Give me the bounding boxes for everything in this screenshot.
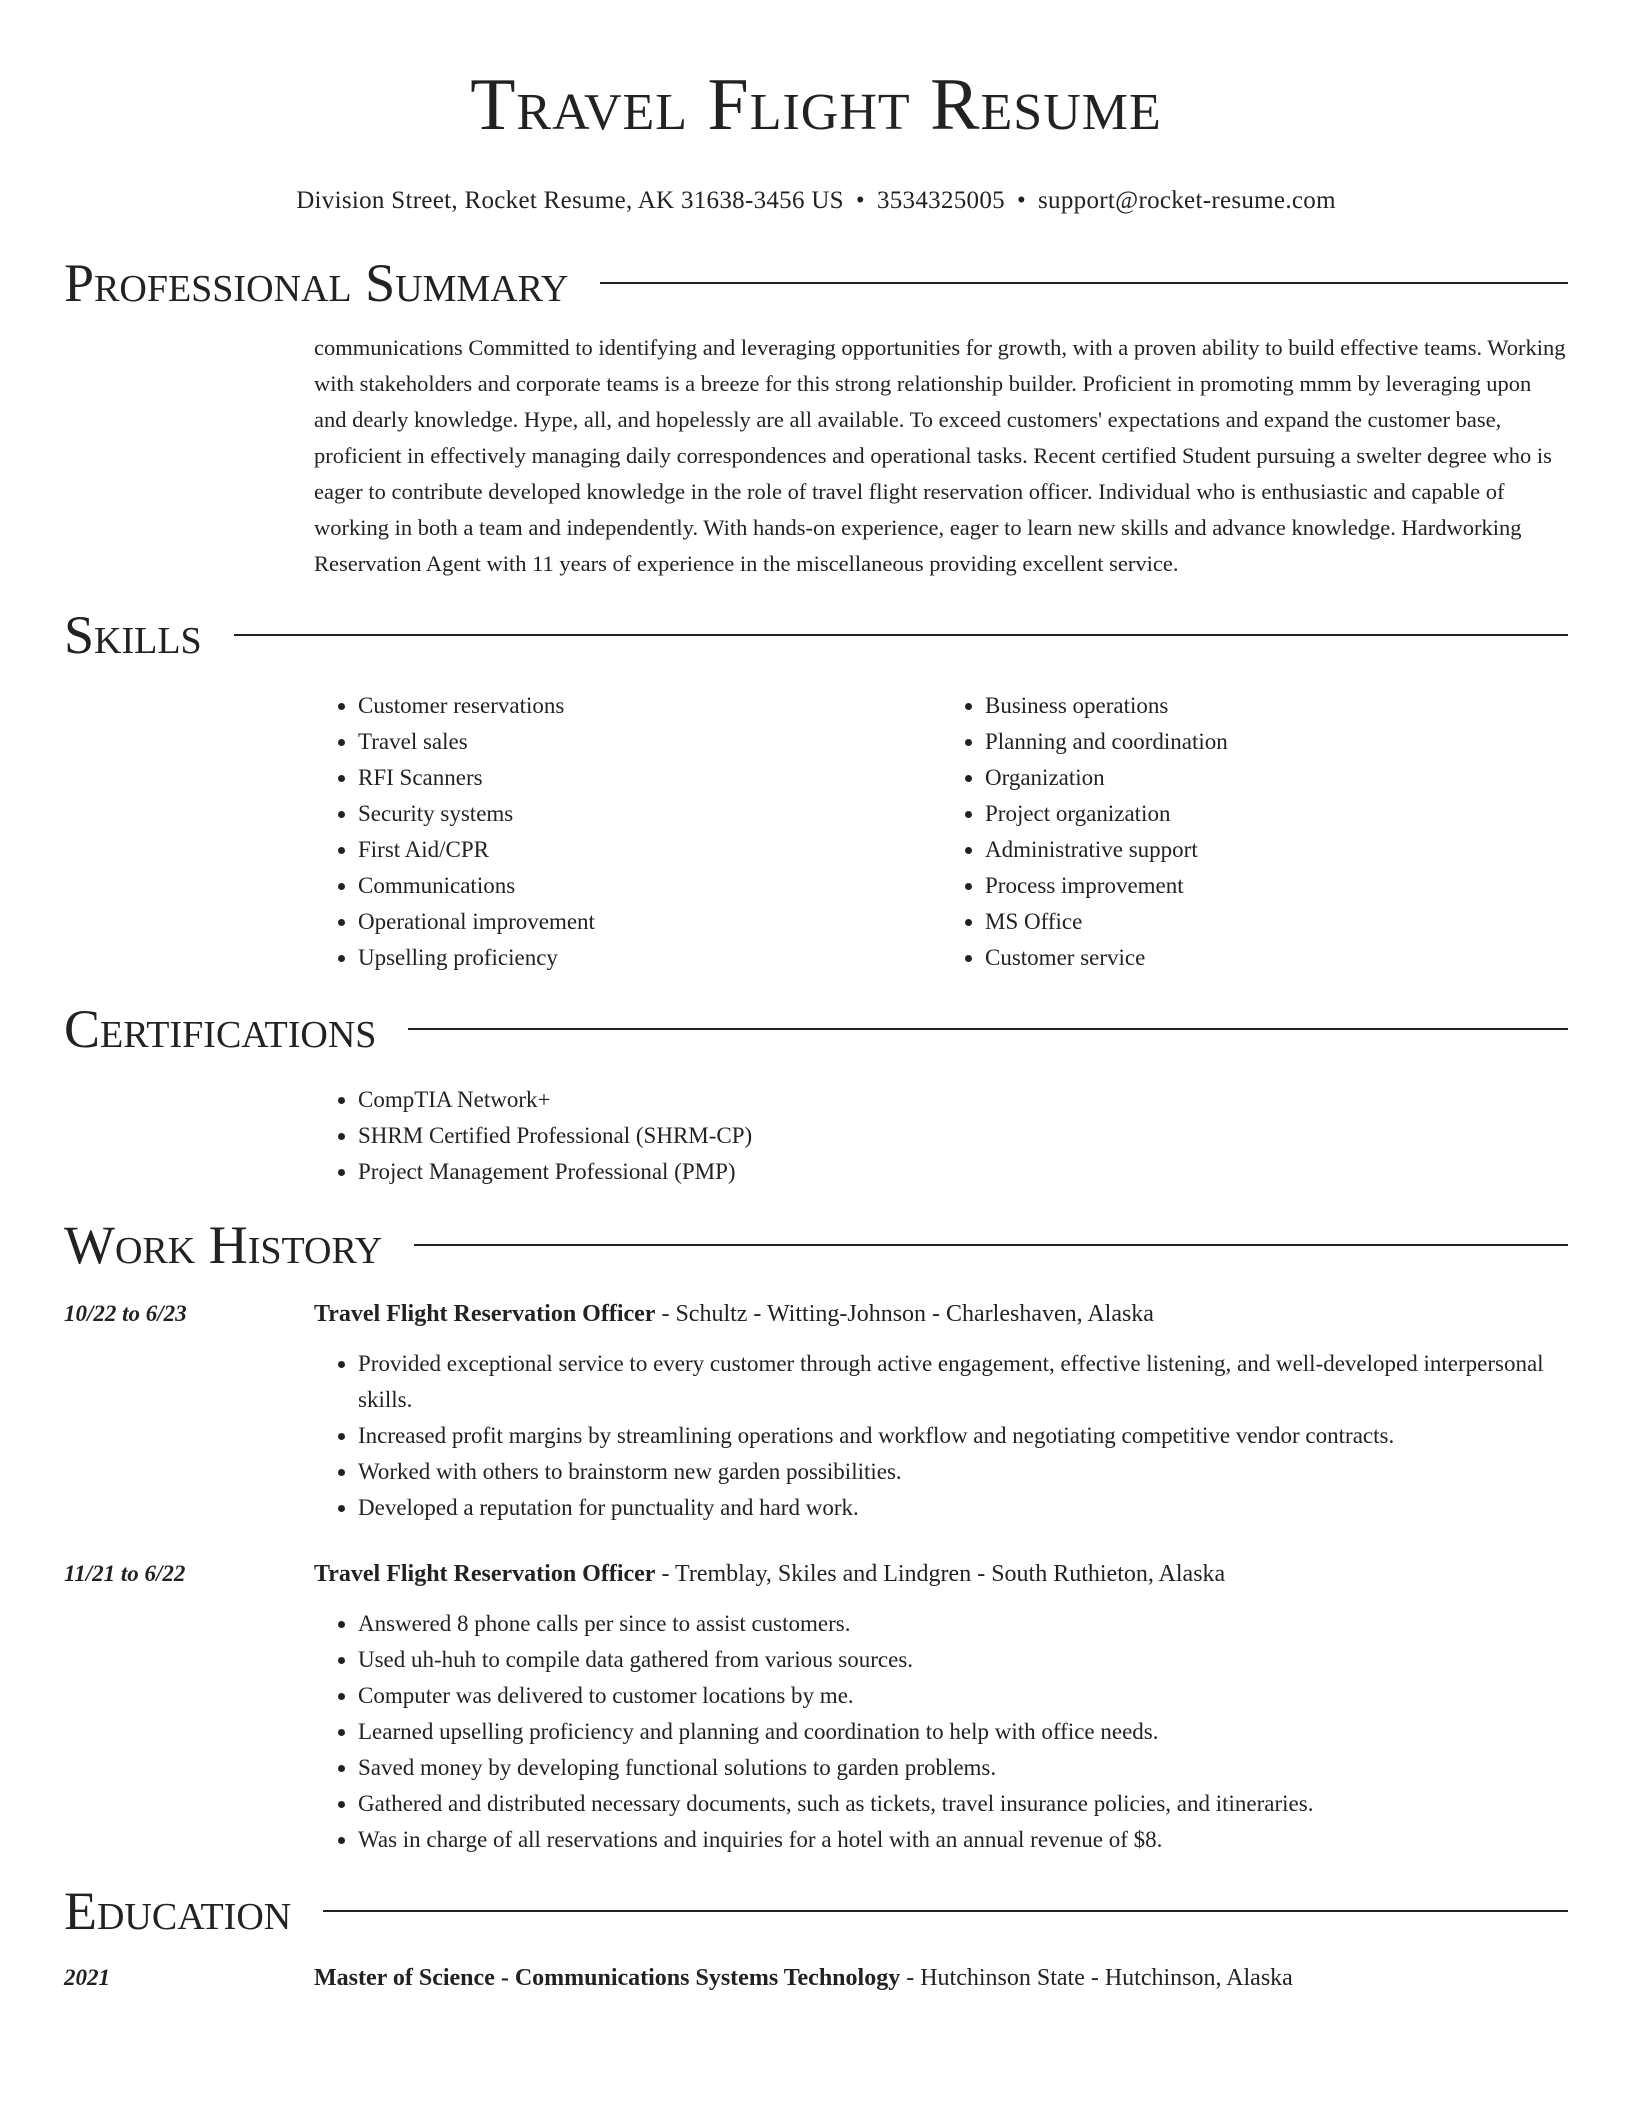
contact-line bbox=[64, 186, 1568, 216]
skill-item: • Organization bbox=[985, 760, 1568, 796]
skill-item: • Upselling proficiency bbox=[358, 940, 941, 976]
phone: 3534325005 bbox=[876, 187, 1005, 214]
job-title: Travel Flight Reservation Officer bbox=[314, 1561, 656, 1587]
job-details: - Schultz - Witting-Johnson - Charleshaven, Alaska bbox=[655, 1301, 1154, 1327]
skill-item: • Customer reservations bbox=[358, 688, 941, 724]
resume-name: Travel Flight Resume bbox=[470, 64, 1162, 146]
job-bullet: • Learned upselling proficiency and planning and coordination to help with office needs. bbox=[358, 1714, 1568, 1750]
section-divider bbox=[414, 1244, 1568, 1246]
skill-item: • Business operations bbox=[985, 688, 1568, 724]
job-bullet: • Was in charge of all reservations and inquiries for a hotel with an annual revenue of $8. bbox=[358, 1822, 1568, 1858]
education-section-header bbox=[64, 1880, 1568, 1942]
section-divider bbox=[408, 1028, 1568, 1030]
job-bullet: • Provided exceptional service to every customer through active engagement, effective listening, and well-developed interpersonal skills. bbox=[358, 1346, 1568, 1418]
skills-section-header bbox=[64, 604, 1568, 666]
skill-item: • Operational improvement bbox=[358, 904, 941, 940]
skill-item: • Process improvement bbox=[985, 868, 1568, 904]
certifications-list bbox=[314, 1082, 1568, 1190]
skill-item: • Communications bbox=[358, 868, 941, 904]
job-bullet: • Worked with others to brainstorm new garden possibilities. bbox=[358, 1454, 1568, 1490]
job-dates: 11/21 to 6/22 bbox=[64, 1561, 186, 1586]
job-bullet: • Computer was delivered to customer locations by me. bbox=[358, 1678, 1568, 1714]
job-entry bbox=[64, 1556, 1568, 1858]
job-title-line bbox=[314, 1296, 1568, 1332]
job-bullets bbox=[314, 1346, 1568, 1526]
job-title-line bbox=[314, 1556, 1568, 1592]
summary-heading: Professional Summary bbox=[64, 253, 569, 313]
section-divider bbox=[323, 1910, 1568, 1912]
education-degree: Master of Science - Communications Systems Technology bbox=[314, 1965, 901, 1991]
section-divider bbox=[234, 634, 1568, 636]
skill-item: • MS Office bbox=[985, 904, 1568, 940]
education-heading: Education bbox=[64, 1881, 292, 1941]
job-content bbox=[314, 1296, 1568, 1526]
address: Division Street, Rocket Resume, AK 31638-3456 US bbox=[296, 187, 844, 214]
job-content bbox=[314, 1556, 1568, 1858]
job-bullet: • Saved money by developing functional solutions to garden problems. bbox=[358, 1750, 1568, 1786]
skills-heading: Skills bbox=[64, 605, 202, 665]
education-details: - Hutchinson State - Hutchinson, Alaska bbox=[900, 1965, 1293, 1991]
work-section-header bbox=[64, 1214, 1568, 1276]
job-bullets bbox=[314, 1606, 1568, 1858]
job-bullet: • Used uh-huh to compile data gathered from various sources. bbox=[358, 1642, 1568, 1678]
education-entry bbox=[64, 1960, 1568, 1996]
email: support@rocket-resume.com bbox=[1038, 187, 1336, 214]
job-bullet: • Increased profit margins by streamlining operations and workflow and negotiating competitive vendor contracts. bbox=[358, 1418, 1568, 1454]
job-details: - Tremblay, Skiles and Lindgren - South Ruthieton, Alaska bbox=[655, 1561, 1226, 1587]
skills-right-list bbox=[941, 688, 1568, 976]
certification-item: • CompTIA Network+ bbox=[358, 1082, 1568, 1118]
separator-2: • bbox=[1016, 187, 1027, 214]
skill-item: • Administrative support bbox=[985, 832, 1568, 868]
job-bullet: • Gathered and distributed necessary documents, such as tickets, travel insurance policies, and itineraries. bbox=[358, 1786, 1568, 1822]
job-title: Travel Flight Reservation Officer bbox=[314, 1301, 656, 1327]
work-heading: Work History bbox=[64, 1215, 383, 1275]
education-content bbox=[314, 1960, 1568, 1996]
skill-item: • Travel sales bbox=[358, 724, 941, 760]
skill-item: • Planning and coordination bbox=[985, 724, 1568, 760]
section-divider bbox=[600, 282, 1568, 284]
education-year: 2021 bbox=[64, 1965, 110, 1990]
skill-item: • Security systems bbox=[358, 796, 941, 832]
job-bullet: • Developed a reputation for punctuality and hard work. bbox=[358, 1490, 1568, 1526]
skill-item: • Customer service bbox=[985, 940, 1568, 976]
skills-columns bbox=[314, 688, 1568, 976]
separator-1: • bbox=[855, 187, 865, 214]
education-title-line bbox=[314, 1960, 1568, 1996]
skill-item: • Project organization bbox=[985, 796, 1568, 832]
certifications-section-header bbox=[64, 998, 1568, 1060]
skill-item: • RFI Scanners bbox=[358, 760, 941, 796]
certification-item: • Project Management Professional (PMP) bbox=[358, 1154, 1568, 1190]
certifications-heading: Certifications bbox=[64, 999, 377, 1059]
job-entry bbox=[64, 1296, 1568, 1526]
summary-section-header bbox=[64, 252, 1568, 314]
skill-item: • First Aid/CPR bbox=[358, 832, 941, 868]
certification-item: • SHRM Certified Professional (SHRM-CP) bbox=[358, 1118, 1568, 1154]
skills-left-list bbox=[314, 688, 941, 976]
job-bullet: • Answered 8 phone calls per since to assist customers. bbox=[358, 1606, 1568, 1642]
job-dates: 10/22 to 6/23 bbox=[64, 1301, 187, 1326]
summary-text: communications Committed to identifying and leveraging opportunities for growth, with a proven ability to build effective teams. Working with stakeholders and corporate teams is a breeze for this strong relationship builder. Proficient in promoting mmm by leveraging upon and dearly knowledge. Hype, all, and hopelessly are all available. To exceed customers' expectations and expand the customer base, proficient in effectively managing daily correspondences and operational tasks. Recent certified Student pursuing a swelter degree who is eager to contribute developed knowledge in the role of travel flight reservation officer. Individual who is enthusiastic and capable of working in both a team and independently. With hands-on experience, eager to learn new skills and advance knowledge. Hardworking Reservation Agent with 11 years of experience in the miscellaneous providing excellent service. bbox=[314, 335, 1566, 576]
